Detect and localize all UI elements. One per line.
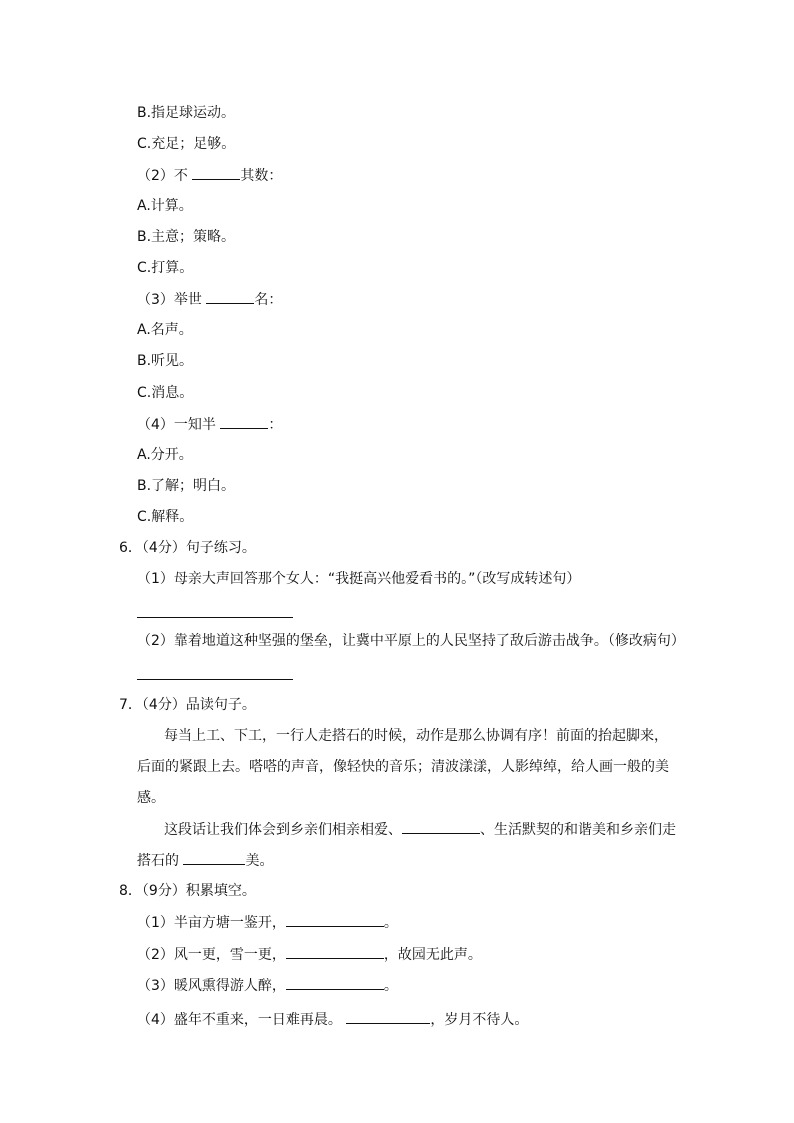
q5-sub3-blank[interactable] [206,289,254,304]
q5-sub2-prefix: （2）不 [137,168,193,184]
q8-sub4-blank[interactable] [346,1009,430,1024]
q6-sub2: （2）靠着地道这种坚强的堡垒，让冀中平原上的人民坚持了敌后游击战争。（修改病句） [137,633,685,649]
q5-option-2a: A.计算。 [137,198,193,214]
q6-sub1-answer-line[interactable] [137,617,293,618]
q5-sub2 [137,165,282,186]
q7-question-line2 [137,850,273,871]
q5-sub2-blank[interactable] [192,165,240,180]
q8-sub3 [137,975,398,996]
q5-sub3-prefix: （3）举世 [137,292,207,308]
q7-question-suffix: 、生活默契的和谐美和乡亲们走 [480,822,676,838]
q5-option-3b: B.听见。 [137,353,194,369]
q8-sub2-prefix: （2）风一更，雪一更， [137,947,286,963]
q7-question-line1 [164,819,676,840]
q8-heading: 8．（9分）积累填空。 [119,883,256,899]
q8-sub3-blank[interactable] [286,975,384,990]
q5-sub4-blank[interactable] [220,414,268,429]
q8-sub1-suffix: 。 [383,915,398,931]
q8-sub2-suffix: ，故园无此声。 [383,947,482,963]
q8-sub2 [137,944,482,965]
q7-blank-1[interactable] [402,819,480,834]
q8-sub3-suffix: 。 [383,978,398,994]
q6-sub1: （1）母亲大声回答那个女人：“我挺高兴他爱看书的。”（改写成转述句） [137,571,581,587]
q5-sub4-prefix: （4）一知半 [137,417,221,433]
q7-question2-suffix: 美。 [245,853,274,869]
q5-option-4c: C.解释。 [137,509,194,525]
q7-passage-line1: 每当上工、下工，一行人走搭石的时候，动作是那么协调有序！前面的抬起脚来， [164,728,668,744]
q7-heading: 7．（4分）品读句子。 [119,697,256,713]
q5-option-4b: B.了解；明白。 [137,478,236,494]
q5-option-1c: C.充足；足够。 [137,136,236,152]
q7-passage-line3: 感。 [137,790,165,806]
q5-option-2c: C.打算。 [137,260,194,276]
q5-sub4-suffix: ： [268,417,283,433]
q5-option-3c: C.消息。 [137,385,194,401]
q8-sub1 [137,912,398,933]
q8-sub1-blank[interactable] [286,912,384,927]
q7-question-prefix: 这段话让我们体会到乡亲们相亲相爱、 [164,822,402,838]
q8-sub2-blank[interactable] [286,944,384,959]
q6-heading: 6．（4分）句子练习。 [119,540,256,556]
q6-sub2-answer-line[interactable] [137,679,293,680]
q7-passage-line2: 后面的紧跟上去。嗒嗒的声音，像轻快的音乐；清波漾漾，人影绰绰，给人画一般的美 [137,759,669,775]
q7-question2-prefix: 搭石的 [137,853,184,869]
q5-sub4 [137,414,282,435]
q8-sub3-prefix: （3）暖风熏得游人醉， [137,978,286,994]
q5-option-3a: A.名声。 [137,322,193,338]
q5-sub2-suffix: 其数： [240,168,283,184]
q5-option-1b: B.指足球运动。 [137,105,236,121]
q8-sub4-suffix: ，岁月不待人。 [430,1012,529,1028]
q5-option-2b: B.主意；策略。 [137,229,236,245]
q5-sub3 [137,289,282,310]
q5-sub3-suffix: 名： [254,292,283,308]
q7-blank-2[interactable] [183,850,245,865]
q5-option-4a: A.分开。 [137,447,193,463]
q8-sub4 [137,1009,528,1030]
q8-sub4-prefix: （4）盛年不重来，一日难再晨。 [137,1012,347,1028]
q8-sub1-prefix: （1）半亩方塘一鉴开， [137,915,286,931]
